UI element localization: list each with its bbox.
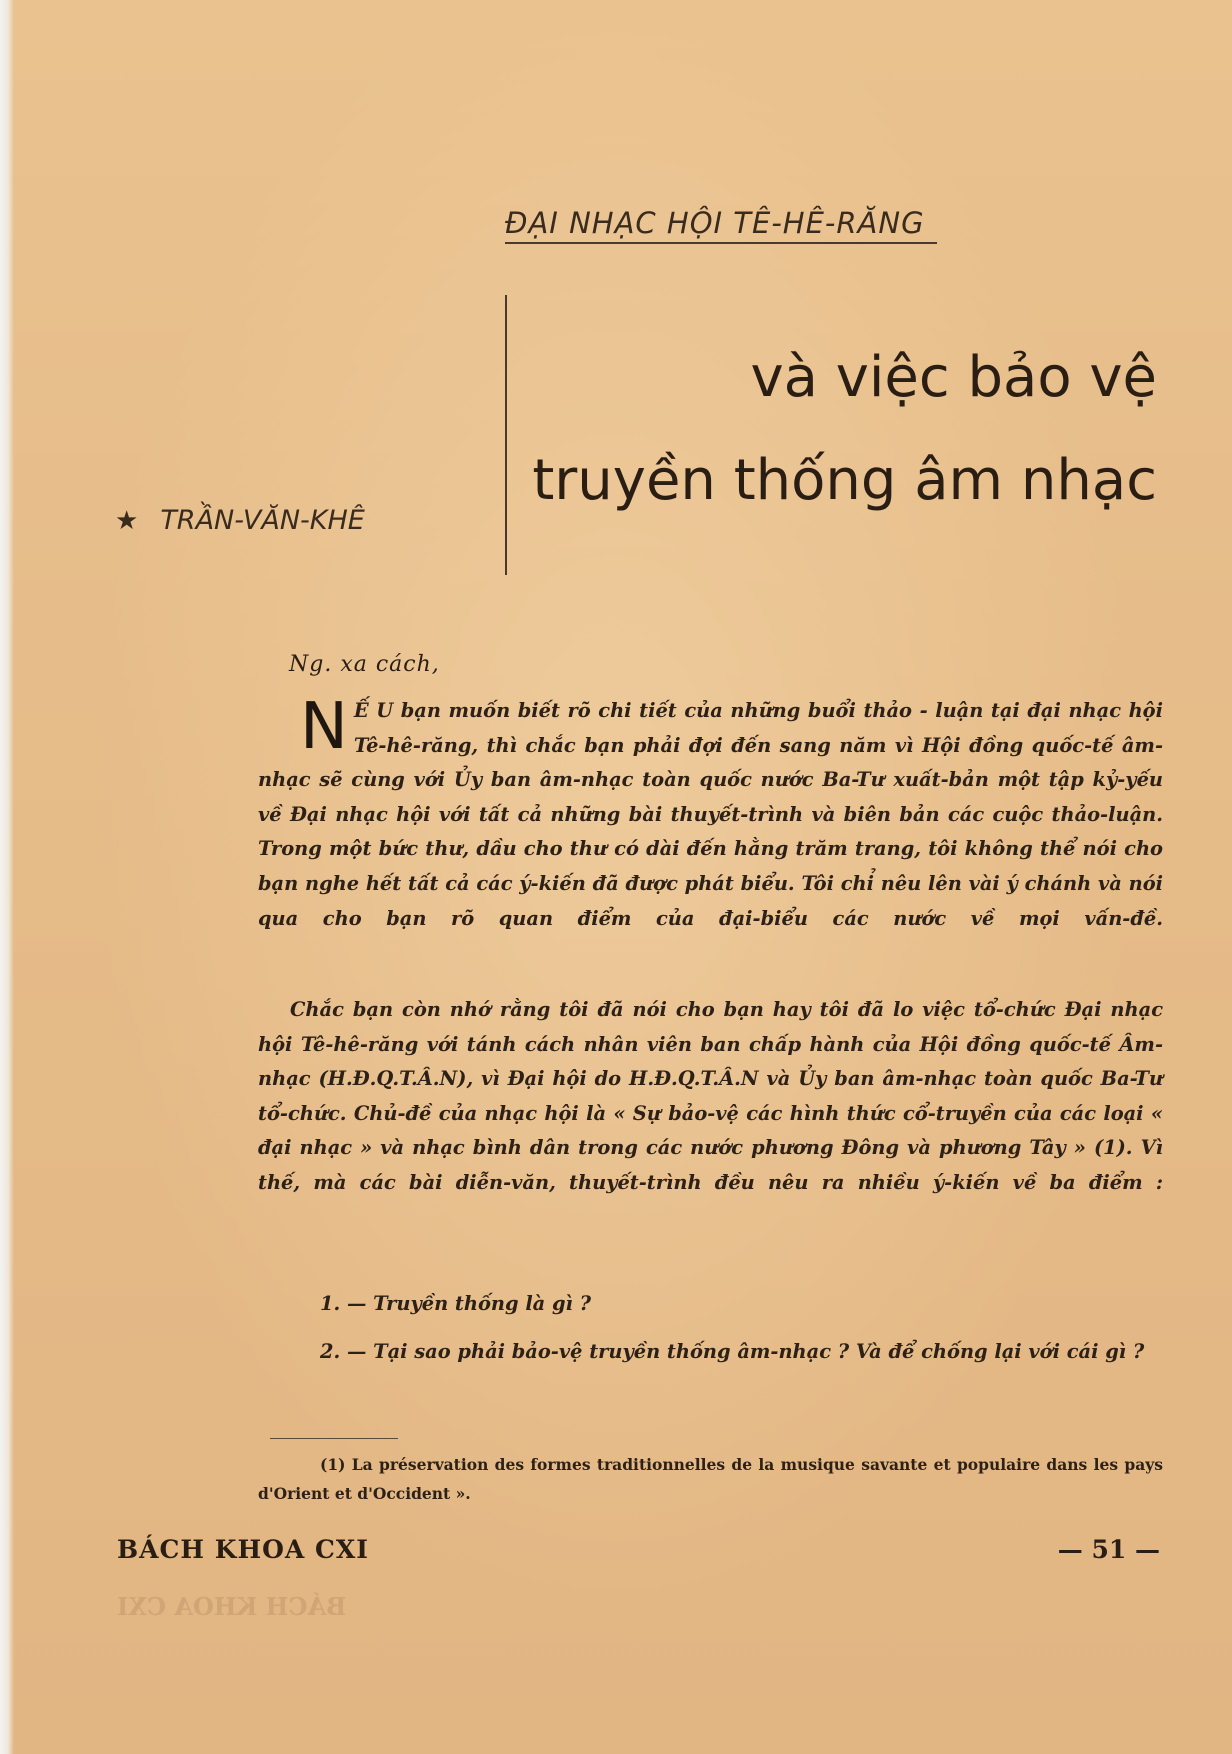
- magazine-name: BÁCH KHOA CXI: [117, 1535, 369, 1564]
- vertical-divider: [505, 295, 507, 575]
- section-kicker: ĐẠI NHẠC HỘI TÊ-HÊ-RĂNG: [505, 206, 937, 244]
- paragraph-1: [258, 690, 1163, 936]
- author-name: TRẦN-VĂN-KHÊ: [160, 505, 365, 536]
- salutation: Ng. xa cách,: [289, 652, 440, 677]
- drop-cap: N: [300, 690, 348, 764]
- page-edge: [0, 0, 14, 1754]
- footnote: (1) La préservation des formes traditionnelles de la musique savante et populaire dans les pays d'Orient et d'Occident ».: [258, 1455, 1163, 1503]
- footnote-divider: [270, 1438, 398, 1439]
- bleed-through-text: BÁCH KHOA CXI: [117, 1592, 347, 1621]
- question-item-2: 2. — Tại sao phải bảo-vệ truyền thống âm-nhạc ? Và để chống lại với cái gì ?: [320, 1340, 1145, 1363]
- page-number: — 51 —: [1057, 1535, 1160, 1564]
- paragraph-1-text: Ế U bạn muốn biết rõ chi tiết của những buổi thảo - luận tại đại nhạc hội Tê-hê-răng, thì chắc bạn phải đợi đến sang năm vì Hội đồng quốc-tế âm-nhạc sẽ cùng với Ủy ban âm-nhạc toàn quốc nước Ba-Tư xuất-bản một tập kỷ-yếu về Đại nhạc hội với tất cả những bài thuyết-trình và biên bản các cuộc thảo-luận. Trong một bức thư, dầu cho thư có dài đến hằng trăm trang, tôi không thể nói cho bạn nghe hết tất cả các ý-kiến đã được phát biểu. Tôi chỉ nêu lên vài ý chánh và nói qua cho bạn rõ quan điểm của đại-biểu các nước về mọi vấn-đề.: [258, 699, 1163, 930]
- article-title-line-2: truyền thống âm nhạc: [532, 448, 1157, 513]
- author-byline: [115, 505, 365, 536]
- article-title-line-1: và việc bảo vệ: [750, 345, 1157, 410]
- question-item-1: 1. — Truyền thống là gì ?: [320, 1292, 592, 1315]
- paragraph-2: Chắc bạn còn nhớ rằng tôi đã nói cho bạn hay tôi đã lo việc tổ-chức Đại nhạc hội Tê-hê-răng với tánh cách nhân viên ban chấp hành của Hội đồng quốc-tế Âm-nhạc (H.Đ.Q.T.Â.N), vì Đại hội do H.Đ.Q.T.Â.N và Ủy ban âm-nhạc toàn quốc Ba-Tư tổ-chức. Chủ-đề của nhạc hội là « Sự bảo-vệ các hình thức cổ-truyền của các loại « đại nhạc » và nhạc bình dân trong các nước phương Đông và phương Tây » (1). Vì thế, mà các bài diễn-văn, thuyết-trình đều nêu ra nhiều ý-kiến về ba điểm :: [258, 998, 1163, 1194]
- star-icon: ★: [115, 506, 139, 536]
